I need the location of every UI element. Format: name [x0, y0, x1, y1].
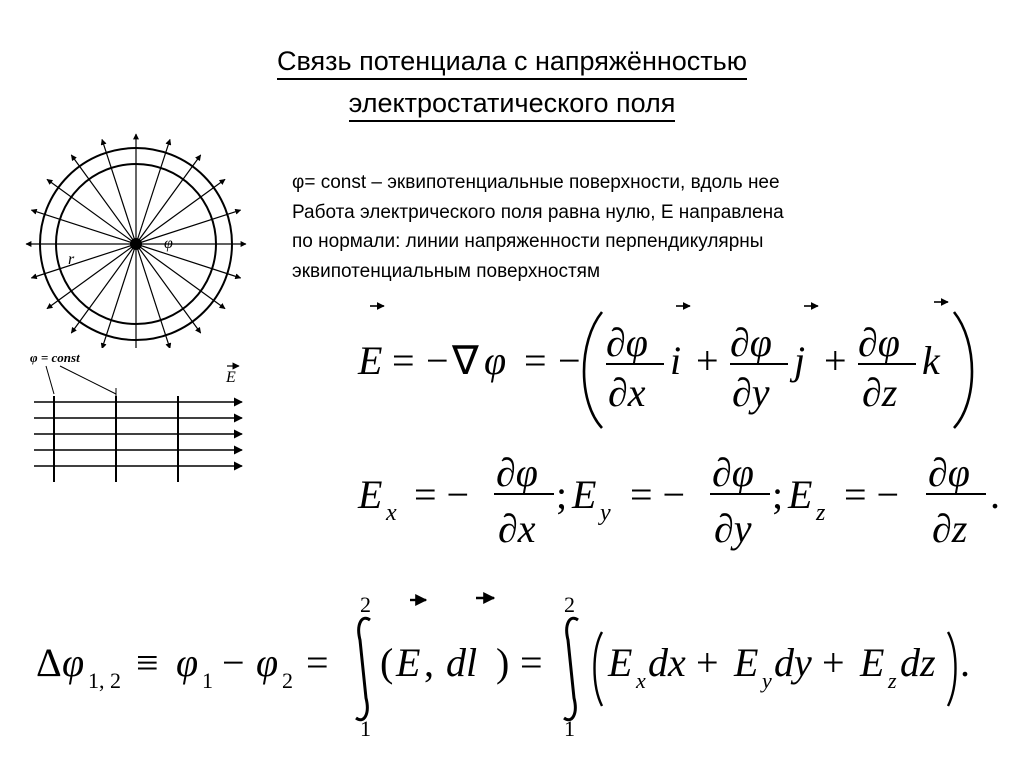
- svg-text:φ: φ: [62, 640, 85, 685]
- uniform-field-lines: [34, 402, 242, 466]
- field-line: [136, 244, 201, 333]
- field-line: [102, 244, 136, 348]
- svg-text:+: +: [696, 338, 719, 383]
- formula-integral: [30, 590, 1020, 740]
- svg-text:k: k: [922, 338, 940, 383]
- description-line-1: φ= const – эквипотенциальные поверхности, вдоль нее: [292, 172, 780, 193]
- svg-text:.: .: [990, 472, 1000, 517]
- radial-phi-label: φ: [164, 235, 173, 252]
- svg-text:+: +: [824, 338, 847, 383]
- uniform-field-diagram: [20, 344, 260, 484]
- svg-text:∇: ∇: [452, 338, 479, 383]
- field-line: [31, 244, 136, 278]
- svg-text:∂φ: ∂φ: [496, 450, 538, 495]
- svg-text:+: +: [696, 640, 719, 685]
- svg-text:2: 2: [282, 668, 293, 693]
- field-line: [136, 244, 225, 309]
- svg-text:z: z: [816, 500, 826, 526]
- svg-text:): ): [496, 640, 510, 685]
- slide-title: [0, 42, 1024, 126]
- radial-r-label: r: [68, 251, 75, 268]
- svg-text:dz: dz: [900, 640, 936, 685]
- svg-text:φ: φ: [176, 640, 199, 685]
- field-line: [136, 155, 201, 244]
- svg-text:dy: dy: [774, 640, 812, 685]
- svg-text:∂y: ∂y: [732, 370, 770, 415]
- svg-text:∂φ: ∂φ: [928, 450, 970, 495]
- title-line-1: Связь потенциала с напряжённостью: [277, 46, 747, 80]
- description-line-3: по нормали: линии напряженности перпендикулярны: [292, 231, 764, 252]
- svg-text:E: E: [396, 640, 421, 685]
- point-charge: [130, 238, 142, 250]
- svg-text:i: i: [670, 338, 682, 383]
- svg-text:1, 2: 1, 2: [88, 668, 121, 693]
- svg-text:1: 1: [360, 716, 371, 740]
- plane-const-label: φ = const: [30, 350, 80, 365]
- svg-text:∂z: ∂z: [862, 370, 898, 415]
- svg-text:φ: φ: [256, 640, 279, 685]
- svg-text:dx: dx: [648, 640, 686, 685]
- svg-text:2: 2: [360, 592, 371, 617]
- field-line: [71, 155, 136, 244]
- svg-text:x: x: [386, 500, 397, 526]
- svg-text:;: ;: [772, 472, 784, 517]
- svg-text:;: ;: [556, 472, 568, 517]
- field-line: [136, 179, 225, 244]
- svg-text:∂φ: ∂φ: [730, 320, 772, 365]
- svg-text:x: x: [636, 668, 646, 693]
- svg-text:∂y: ∂y: [714, 506, 752, 551]
- field-line: [47, 244, 136, 309]
- svg-text:E: E: [358, 338, 383, 383]
- svg-text:∂φ: ∂φ: [712, 450, 754, 495]
- svg-text:j: j: [794, 338, 806, 383]
- svg-text:1: 1: [564, 716, 575, 740]
- formula-components: [350, 440, 1010, 560]
- svg-text:E: E: [734, 640, 759, 685]
- radial-field-diagram: [20, 128, 260, 348]
- svg-text:+: +: [822, 640, 845, 685]
- svg-text:E: E: [788, 472, 813, 517]
- svg-text:=: =: [306, 640, 329, 685]
- svg-text:≡: ≡: [136, 640, 159, 685]
- svg-text:E: E: [358, 472, 383, 517]
- svg-text:= −: = −: [844, 472, 900, 517]
- svg-text:∂x: ∂x: [498, 506, 536, 551]
- svg-text:E: E: [572, 472, 597, 517]
- svg-text:∂x: ∂x: [608, 370, 646, 415]
- svg-text:y: y: [600, 500, 611, 526]
- field-line: [31, 210, 136, 244]
- svg-text:=: =: [392, 338, 415, 383]
- formula-gradient: [350, 292, 990, 432]
- svg-text:,: ,: [424, 640, 434, 685]
- svg-text:E: E: [860, 640, 885, 685]
- field-line: [71, 244, 136, 333]
- svg-text:=: =: [524, 338, 547, 383]
- plane-field-label: E: [226, 369, 236, 386]
- field-line: [47, 179, 136, 244]
- svg-text:1: 1: [202, 668, 213, 693]
- field-line: [102, 139, 136, 244]
- svg-text:φ: φ: [484, 338, 507, 383]
- description-text: [292, 168, 992, 286]
- svg-text:∂φ: ∂φ: [606, 320, 648, 365]
- svg-text:∂z: ∂z: [932, 506, 968, 551]
- field-line: [136, 244, 170, 348]
- svg-text:z: z: [888, 668, 897, 693]
- svg-text:∂φ: ∂φ: [858, 320, 900, 365]
- svg-text:(: (: [380, 640, 394, 685]
- svg-text:−: −: [426, 338, 449, 383]
- svg-text:dl: dl: [446, 640, 478, 685]
- svg-text:y: y: [762, 668, 772, 693]
- field-line: [136, 210, 241, 244]
- svg-text:.: .: [960, 640, 970, 685]
- field-line: [136, 139, 170, 244]
- svg-text:Δ: Δ: [36, 640, 62, 685]
- svg-text:=: =: [520, 640, 543, 685]
- svg-text:−: −: [558, 338, 581, 383]
- svg-text:= −: = −: [414, 472, 470, 517]
- svg-text:2: 2: [564, 592, 575, 617]
- svg-text:= −: = −: [630, 472, 686, 517]
- description-line-4: эквипотенциальным поверхностям: [292, 260, 601, 282]
- svg-text:E: E: [608, 640, 633, 685]
- svg-text:−: −: [222, 640, 245, 685]
- field-line: [136, 244, 241, 278]
- title-line-2: электростатического поля: [349, 88, 676, 122]
- description-line-2: Работа электрического поля равна нулю, E направлена: [292, 201, 784, 223]
